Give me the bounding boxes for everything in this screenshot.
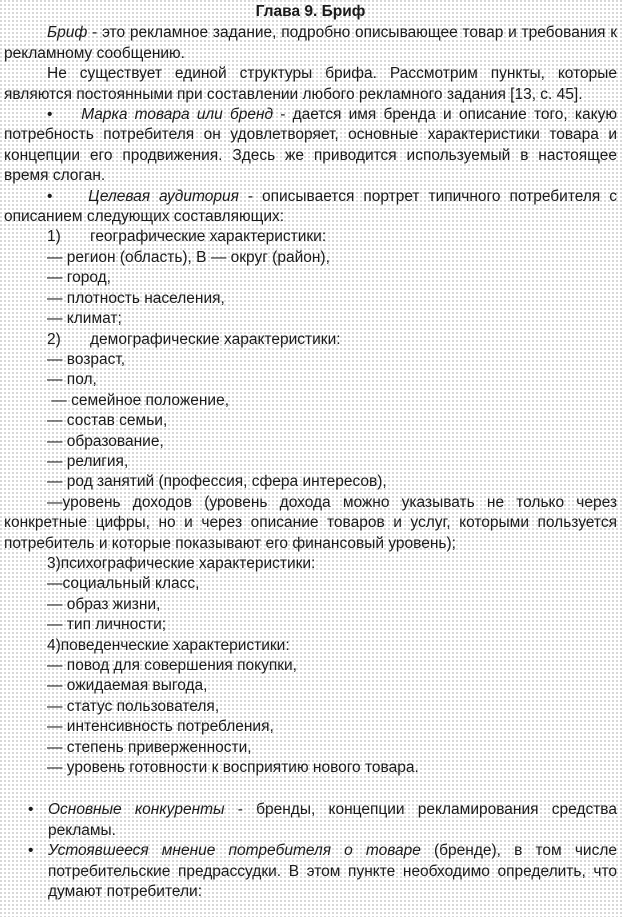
list-item: — интенсивность потребления,: [47, 718, 274, 736]
list-item: — город,: [47, 269, 111, 287]
behav-heading: 4)поведенческие характеристики:: [47, 636, 290, 654]
list-item: —социальный класс,: [47, 575, 200, 593]
list-item: — регион (область), В — округ (район),: [47, 248, 330, 266]
bullet-audience: [4, 187, 617, 228]
brand-text: - дается имя бренда и описание того, какую потребность потребителя он удовлетворяет, основные характеристики товара и концепции его продвижения. Здесь же приводится используемый в настоящее время слоган.: [4, 106, 617, 185]
brief-definition-text: - это рекламное задание, подробно описывающее товар и требования к рекламному сообщению.: [4, 24, 617, 62]
bullet-opinion: [4, 841, 617, 902]
list-item: — религия,: [47, 452, 129, 470]
list-item: — статус пользователя,: [47, 697, 220, 715]
demo-heading: [4, 330, 617, 350]
audience-text: - описывается портрет типичного потребителя с описанием следующих составляющих:: [4, 187, 617, 226]
list-item: — род занятий (профессия, сфера интересов),: [47, 473, 387, 491]
list-item: — уровень готовности к восприятию нового товара.: [47, 759, 419, 777]
list-item: — тип личности;: [47, 616, 167, 634]
competitors-term: Основные конкуренты: [48, 801, 225, 819]
geo-number: 1): [47, 228, 61, 246]
bullet-marker: •: [47, 106, 53, 124]
list-item: — образование,: [47, 432, 164, 450]
bullet-competitors: [4, 800, 617, 841]
opinion-text: (бренде), в том числе потребительские предрассудки. В этом пункте необходимо определить, что думают потребители:: [48, 842, 617, 901]
bullet-brand: [4, 105, 617, 187]
list-item: — возраст,: [47, 350, 126, 368]
list-item: — семейное положение,: [47, 391, 229, 409]
list-item: — плотность населения,: [47, 289, 225, 307]
list-item: — ожидаемая выгода,: [47, 677, 208, 695]
list-item: — степень приверженности,: [47, 738, 252, 756]
income-paragraph: —уровень доходов (уровень дохода можно указывать не только через конкретные цифры, но и через описание товаров и услуг, которыми пользуется потребитель и которые показывают его финансовый уровень);: [4, 493, 617, 552]
audience-term: Целевая аудитория: [88, 187, 239, 205]
list-item: — пол,: [47, 371, 97, 389]
brief-term: Бриф: [47, 24, 88, 42]
chapter-title: Глава 9. Бриф: [255, 3, 366, 20]
bullet-marker: •: [47, 187, 53, 205]
competitors-text: - бренды, концепции рекламирования средства рекламы.: [48, 801, 617, 839]
list-item: — образ жизни,: [47, 595, 161, 613]
geo-heading: [4, 227, 617, 247]
list-item: — повод для совершения покупки,: [47, 657, 297, 674]
structure-paragraph: Не существует единой структуры брифа. Рассмотрим пункты, которые являются постоянными при составлении любого рекламного задания [13, с. 45].: [4, 65, 617, 103]
list-item: — климат;: [47, 310, 122, 328]
document-content: [4, 2, 617, 902]
spacer: [4, 778, 617, 800]
demo-number: 2): [47, 330, 61, 348]
brand-term: Марка товара или бренд: [81, 106, 274, 124]
psycho-heading: 3)психографические характеристики:: [47, 554, 316, 572]
geo-label: географические характеристики:: [90, 228, 327, 246]
bullet-marker: •: [28, 842, 34, 860]
demo-label: демографические характеристики:: [90, 330, 341, 348]
bullet-marker: •: [28, 801, 34, 819]
brief-definition: [4, 23, 617, 64]
list-item: — состав семьи,: [47, 412, 168, 430]
opinion-term: Устоявшееся мнение потребителя о товаре: [48, 842, 421, 860]
